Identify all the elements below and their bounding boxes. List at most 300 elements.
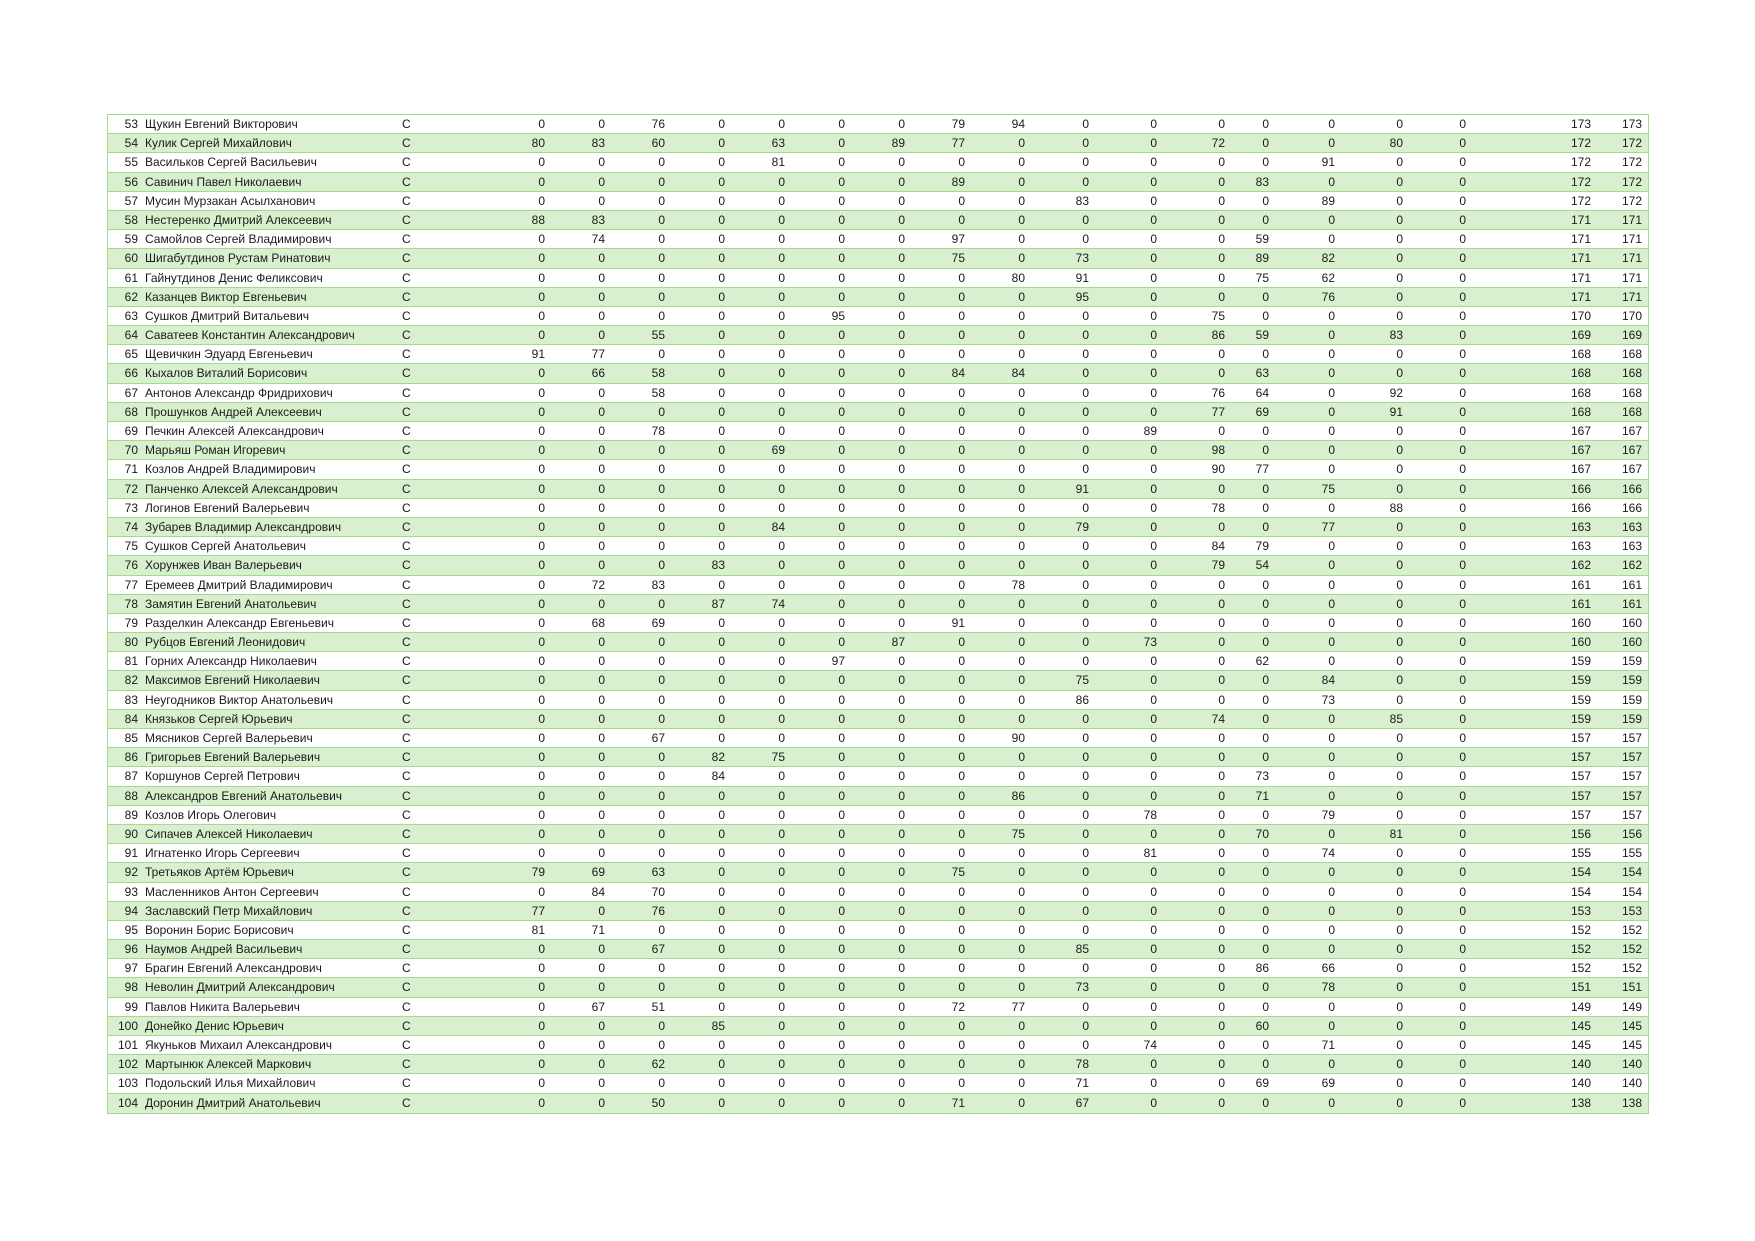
score-cell: 0 <box>538 443 545 458</box>
score-cell: 69 <box>1255 1076 1269 1091</box>
score-cell: 0 <box>658 711 665 726</box>
score-cell: 0 <box>718 424 725 438</box>
score-cell: 60 <box>1255 1018 1269 1033</box>
score-cell: 0 <box>718 615 725 630</box>
score-cell: 0 <box>1396 251 1403 266</box>
category-cell: С <box>402 903 411 918</box>
score-cell: 0 <box>838 500 845 515</box>
score-cell: 0 <box>958 558 965 573</box>
total-cell: 172 <box>1570 136 1591 151</box>
score-cell: 0 <box>898 807 905 822</box>
score-cell: 0 <box>778 193 785 208</box>
score-cell: 94 <box>1011 117 1025 131</box>
score-cell: 0 <box>598 1038 605 1052</box>
score-cell: 0 <box>598 635 605 650</box>
score-cell: 0 <box>718 289 725 304</box>
score-cell: 0 <box>1218 692 1225 707</box>
score-cell: 0 <box>1018 443 1025 458</box>
participant-name: Наумов Андрей Васильевич <box>145 942 303 957</box>
participant-name: Якуньков Михаил Александрович <box>145 1038 333 1052</box>
table-row <box>108 863 1648 882</box>
score-cell: 0 <box>538 308 545 323</box>
score-cell: 0 <box>1328 404 1335 419</box>
score-cell: 83 <box>1075 193 1089 208</box>
score-cell: 0 <box>1328 385 1335 400</box>
category-cell: С <box>402 519 411 534</box>
score-cell: 92 <box>1389 385 1403 400</box>
category-cell: С <box>402 500 411 515</box>
score-cell: 0 <box>718 328 725 343</box>
score-cell: 0 <box>778 270 785 285</box>
score-cell: 0 <box>1082 232 1089 247</box>
category-cell: С <box>402 174 411 189</box>
score-cell: 0 <box>778 347 785 362</box>
row-number: 79 <box>124 615 138 630</box>
score-cell: 0 <box>1396 846 1403 861</box>
score-cell: 0 <box>718 961 725 976</box>
score-cell: 0 <box>778 251 785 266</box>
score-cell: 67 <box>651 942 665 957</box>
score-cell: 0 <box>1082 999 1089 1014</box>
score-cell: 0 <box>1218 615 1225 630</box>
score-cell: 0 <box>778 654 785 669</box>
row-number: 98 <box>124 980 138 995</box>
row-number: 81 <box>124 654 138 669</box>
participant-name: Александров Евгений Анатольевич <box>145 788 343 803</box>
score-cell: 0 <box>778 942 785 957</box>
score-cell: 0 <box>718 635 725 650</box>
score-cell: 0 <box>1150 961 1157 976</box>
total-cell: 171 <box>1570 251 1591 266</box>
score-cell: 0 <box>838 443 845 458</box>
score-cell: 0 <box>1396 807 1403 822</box>
score-cell: 0 <box>598 155 605 170</box>
table-row <box>108 403 1648 422</box>
score-cell: 0 <box>1328 942 1335 957</box>
category-cell: С <box>402 846 411 861</box>
row-number: 59 <box>124 232 138 247</box>
score-cell: 0 <box>838 884 845 899</box>
score-cell: 0 <box>838 251 845 266</box>
score-cell: 0 <box>1459 807 1466 822</box>
score-cell: 0 <box>658 769 665 784</box>
score-cell: 89 <box>1255 251 1269 266</box>
score-cell: 0 <box>718 711 725 726</box>
score-cell: 83 <box>651 577 665 592</box>
score-cell: 0 <box>1018 347 1025 362</box>
final-total-cell: 168 <box>1621 366 1642 381</box>
score-cell: 72 <box>591 577 605 592</box>
score-cell: 0 <box>718 404 725 419</box>
score-cell: 0 <box>1150 884 1157 899</box>
score-cell: 0 <box>1328 903 1335 918</box>
score-cell: 0 <box>1150 404 1157 419</box>
table-row <box>108 767 1648 786</box>
score-cell: 0 <box>538 424 545 438</box>
score-cell: 77 <box>951 136 965 151</box>
score-cell: 0 <box>1150 558 1157 573</box>
final-total-cell: 172 <box>1621 136 1642 151</box>
score-cell: 0 <box>898 769 905 784</box>
score-cell: 0 <box>1218 826 1225 841</box>
score-cell: 0 <box>598 654 605 669</box>
score-cell: 0 <box>838 577 845 592</box>
score-cell: 76 <box>651 903 665 918</box>
score-cell: 78 <box>1211 500 1225 515</box>
score-cell: 0 <box>1262 212 1269 227</box>
score-cell: 0 <box>1018 404 1025 419</box>
total-cell: 172 <box>1570 174 1591 189</box>
score-cell: 0 <box>1218 174 1225 189</box>
score-cell: 0 <box>1262 347 1269 362</box>
total-cell: 168 <box>1570 347 1591 362</box>
score-cell: 0 <box>598 1095 605 1110</box>
final-total-cell: 170 <box>1621 308 1642 323</box>
score-cell: 0 <box>718 385 725 400</box>
score-cell: 0 <box>898 1018 905 1033</box>
score-cell: 0 <box>778 539 785 554</box>
score-cell: 0 <box>838 692 845 707</box>
score-cell: 0 <box>538 328 545 343</box>
score-cell: 0 <box>958 308 965 323</box>
row-number: 100 <box>117 1018 138 1033</box>
score-cell: 0 <box>898 788 905 803</box>
category-cell: С <box>402 942 411 957</box>
category-cell: С <box>402 807 411 822</box>
score-cell: 0 <box>1262 711 1269 726</box>
score-cell: 0 <box>958 289 965 304</box>
row-number: 88 <box>124 788 138 803</box>
score-cell: 0 <box>778 232 785 247</box>
score-cell: 0 <box>1018 980 1025 995</box>
final-total-cell: 154 <box>1621 884 1642 899</box>
score-cell: 77 <box>1011 999 1025 1014</box>
table-row <box>108 1094 1648 1113</box>
score-cell: 0 <box>1328 347 1335 362</box>
score-cell: 0 <box>898 424 905 438</box>
participant-name: Неволин Дмитрий Александрович <box>145 980 335 995</box>
score-cell: 0 <box>1218 807 1225 822</box>
category-cell: С <box>402 481 411 496</box>
score-cell: 0 <box>1262 155 1269 170</box>
table-row <box>108 959 1648 978</box>
score-cell: 0 <box>1018 136 1025 151</box>
score-cell: 0 <box>898 826 905 841</box>
row-number: 101 <box>117 1038 138 1052</box>
score-cell: 0 <box>958 731 965 745</box>
score-cell: 0 <box>538 1095 545 1110</box>
score-cell: 0 <box>718 443 725 458</box>
participant-name: Шигабутдинов Рустам Ринатович <box>145 251 331 266</box>
score-cell: 0 <box>838 826 845 841</box>
score-cell: 0 <box>1459 308 1466 323</box>
score-cell: 0 <box>1082 462 1089 477</box>
score-cell: 0 <box>958 961 965 976</box>
score-cell: 0 <box>1018 807 1025 822</box>
row-number: 53 <box>124 117 138 131</box>
score-cell: 0 <box>778 289 785 304</box>
score-cell: 0 <box>1218 193 1225 208</box>
final-total-cell: 156 <box>1621 826 1642 841</box>
score-cell: 0 <box>538 519 545 534</box>
score-cell: 0 <box>1082 500 1089 515</box>
score-cell: 0 <box>718 788 725 803</box>
final-total-cell: 145 <box>1621 1018 1642 1033</box>
score-cell: 0 <box>718 942 725 957</box>
score-cell: 0 <box>898 750 905 765</box>
score-cell: 0 <box>838 193 845 208</box>
score-cell: 85 <box>1075 942 1089 957</box>
score-cell: 0 <box>658 232 665 247</box>
score-cell: 0 <box>958 596 965 611</box>
score-cell: 0 <box>1082 731 1089 745</box>
score-cell: 0 <box>1328 826 1335 841</box>
score-cell: 0 <box>1262 846 1269 861</box>
score-cell: 0 <box>1150 289 1157 304</box>
score-cell: 0 <box>778 903 785 918</box>
score-cell: 0 <box>1262 117 1269 131</box>
score-cell: 0 <box>1218 980 1225 995</box>
final-total-cell: 169 <box>1621 328 1642 343</box>
score-cell: 0 <box>1459 884 1466 899</box>
score-cell: 0 <box>598 251 605 266</box>
participant-name: Подольский Илья Михайлович <box>145 1076 316 1091</box>
score-cell: 0 <box>538 462 545 477</box>
score-cell: 0 <box>1396 481 1403 496</box>
total-cell: 170 <box>1570 308 1591 323</box>
score-cell: 0 <box>1396 577 1403 592</box>
score-cell: 0 <box>1150 174 1157 189</box>
score-cell: 0 <box>1218 424 1225 438</box>
score-cell: 0 <box>898 193 905 208</box>
table-row <box>108 460 1648 479</box>
category-cell: С <box>402 385 411 400</box>
score-cell: 0 <box>658 980 665 995</box>
score-cell: 0 <box>1150 942 1157 957</box>
score-cell: 0 <box>1018 424 1025 438</box>
score-cell: 0 <box>1396 999 1403 1014</box>
score-cell: 0 <box>658 961 665 976</box>
score-cell: 0 <box>1396 731 1403 745</box>
score-cell: 0 <box>1082 961 1089 976</box>
score-cell: 0 <box>1328 769 1335 784</box>
score-cell: 0 <box>1459 711 1466 726</box>
score-cell: 0 <box>1459 117 1466 131</box>
score-cell: 0 <box>778 424 785 438</box>
category-cell: С <box>402 731 411 745</box>
final-total-cell: 157 <box>1621 750 1642 765</box>
score-cell: 0 <box>1262 289 1269 304</box>
score-cell: 0 <box>538 270 545 285</box>
score-cell: 86 <box>1211 328 1225 343</box>
score-cell: 0 <box>1082 826 1089 841</box>
row-number: 96 <box>124 942 138 957</box>
score-cell: 0 <box>1396 212 1403 227</box>
score-cell: 0 <box>838 404 845 419</box>
score-cell: 0 <box>1150 596 1157 611</box>
score-cell: 0 <box>538 232 545 247</box>
score-cell: 0 <box>1459 961 1466 976</box>
score-cell: 91 <box>1321 155 1335 170</box>
score-cell: 0 <box>1082 769 1089 784</box>
category-cell: С <box>402 232 411 247</box>
table-row <box>108 307 1648 326</box>
total-cell: 156 <box>1570 826 1591 841</box>
final-total-cell: 173 <box>1621 117 1642 131</box>
score-cell: 69 <box>651 615 665 630</box>
score-cell: 0 <box>1150 731 1157 745</box>
score-cell: 0 <box>958 500 965 515</box>
category-cell: С <box>402 711 411 726</box>
score-cell: 0 <box>778 711 785 726</box>
score-cell: 0 <box>658 270 665 285</box>
table-row <box>108 422 1648 441</box>
table-row <box>108 998 1648 1017</box>
score-cell: 0 <box>598 1057 605 1072</box>
final-total-cell: 140 <box>1621 1057 1642 1072</box>
score-cell: 0 <box>1328 232 1335 247</box>
score-cell: 0 <box>1396 750 1403 765</box>
score-cell: 0 <box>778 174 785 189</box>
score-cell: 0 <box>778 980 785 995</box>
score-cell: 0 <box>1150 654 1157 669</box>
score-cell: 0 <box>598 289 605 304</box>
score-cell: 0 <box>598 807 605 822</box>
score-cell: 0 <box>1218 673 1225 688</box>
score-cell: 71 <box>1255 788 1269 803</box>
score-cell: 63 <box>771 136 785 151</box>
score-cell: 0 <box>718 347 725 362</box>
table-row <box>108 691 1648 710</box>
score-cell: 0 <box>598 788 605 803</box>
score-cell: 0 <box>1262 193 1269 208</box>
final-total-cell: 157 <box>1621 731 1642 745</box>
score-cell: 0 <box>1262 577 1269 592</box>
score-cell: 0 <box>958 212 965 227</box>
score-cell: 62 <box>1321 270 1335 285</box>
score-cell: 0 <box>1018 903 1025 918</box>
total-cell: 159 <box>1570 673 1591 688</box>
score-cell: 0 <box>778 1057 785 1072</box>
score-cell: 0 <box>838 424 845 438</box>
score-cell: 0 <box>658 846 665 861</box>
participant-name: Сипачев Алексей Николаевич <box>145 826 313 841</box>
score-cell: 0 <box>1328 539 1335 554</box>
score-cell: 0 <box>958 539 965 554</box>
final-total-cell: 168 <box>1621 347 1642 362</box>
score-cell: 0 <box>1150 212 1157 227</box>
row-number: 97 <box>124 961 138 976</box>
score-cell: 0 <box>1396 673 1403 688</box>
score-cell: 87 <box>711 596 725 611</box>
category-cell: С <box>402 654 411 669</box>
total-cell: 154 <box>1570 865 1591 880</box>
score-cell: 0 <box>838 366 845 381</box>
table-row <box>108 153 1648 172</box>
final-total-cell: 155 <box>1621 846 1642 861</box>
score-cell: 0 <box>1328 999 1335 1014</box>
total-cell: 171 <box>1570 212 1591 227</box>
table-row <box>108 441 1648 460</box>
score-cell: 0 <box>1328 212 1335 227</box>
score-cell: 0 <box>538 481 545 496</box>
score-cell: 0 <box>1262 519 1269 534</box>
score-cell: 0 <box>1396 424 1403 438</box>
score-cell: 0 <box>898 711 905 726</box>
score-cell: 0 <box>838 769 845 784</box>
score-cell: 0 <box>1218 366 1225 381</box>
score-cell: 0 <box>1328 1095 1335 1110</box>
category-cell: С <box>402 117 411 131</box>
score-cell: 0 <box>1018 692 1025 707</box>
score-cell: 0 <box>538 980 545 995</box>
score-cell: 67 <box>591 999 605 1014</box>
score-cell: 0 <box>718 1095 725 1110</box>
score-cell: 0 <box>1396 558 1403 573</box>
score-cell: 0 <box>778 308 785 323</box>
score-cell: 0 <box>1218 903 1225 918</box>
score-cell: 0 <box>1262 308 1269 323</box>
score-cell: 0 <box>1150 462 1157 477</box>
score-cell: 0 <box>1459 500 1466 515</box>
score-cell: 0 <box>1150 788 1157 803</box>
row-number: 75 <box>124 539 138 554</box>
score-cell: 0 <box>838 922 845 937</box>
score-cell: 0 <box>1082 788 1089 803</box>
score-cell: 0 <box>598 942 605 957</box>
category-cell: С <box>402 328 411 343</box>
total-cell: 161 <box>1570 596 1591 611</box>
score-cell: 0 <box>958 635 965 650</box>
score-cell: 0 <box>1218 942 1225 957</box>
score-cell: 0 <box>1459 212 1466 227</box>
score-cell: 0 <box>658 212 665 227</box>
score-cell: 0 <box>1018 750 1025 765</box>
score-cell: 0 <box>1018 1057 1025 1072</box>
total-cell: 167 <box>1570 424 1591 438</box>
score-cell: 69 <box>771 443 785 458</box>
score-cell: 0 <box>1150 826 1157 841</box>
score-cell: 0 <box>1262 635 1269 650</box>
row-number: 99 <box>124 999 138 1014</box>
score-cell: 0 <box>1018 519 1025 534</box>
score-cell: 0 <box>898 117 905 131</box>
score-cell: 0 <box>1396 155 1403 170</box>
score-cell: 0 <box>898 232 905 247</box>
final-total-cell: 167 <box>1621 462 1642 477</box>
total-cell: 173 <box>1570 117 1591 131</box>
score-cell: 0 <box>1459 443 1466 458</box>
score-cell: 0 <box>718 251 725 266</box>
table-row <box>108 326 1648 345</box>
score-cell: 0 <box>778 117 785 131</box>
row-number: 66 <box>124 366 138 381</box>
score-cell: 0 <box>718 1076 725 1091</box>
score-cell: 0 <box>1459 750 1466 765</box>
score-cell: 0 <box>598 711 605 726</box>
table-row <box>108 652 1648 671</box>
score-cell: 0 <box>1082 711 1089 726</box>
score-cell: 0 <box>898 212 905 227</box>
score-cell: 0 <box>598 328 605 343</box>
score-cell: 0 <box>778 500 785 515</box>
participant-name: Печкин Алексей Александрович <box>145 424 324 438</box>
score-cell: 0 <box>1396 942 1403 957</box>
participant-name: Мартынюк Алексей Маркович <box>145 1057 312 1072</box>
row-number: 83 <box>124 692 138 707</box>
score-cell: 0 <box>1396 980 1403 995</box>
participant-name: Зубарев Владимир Александрович <box>145 519 342 534</box>
